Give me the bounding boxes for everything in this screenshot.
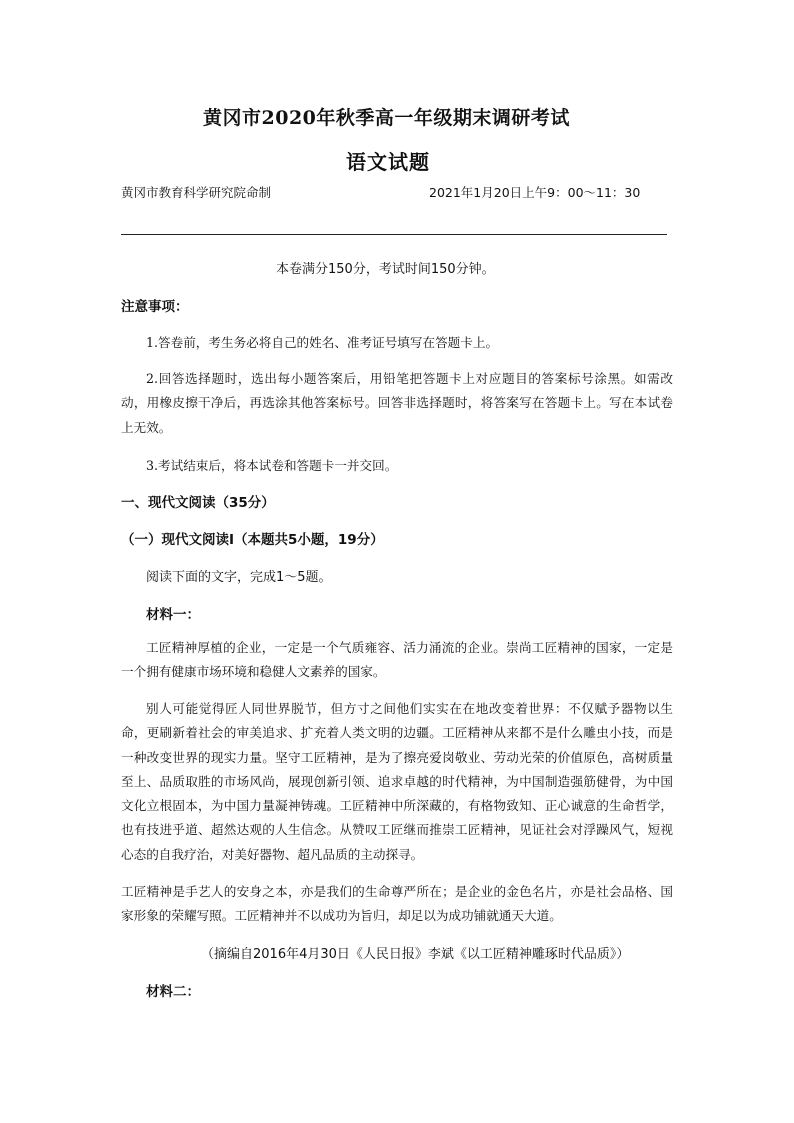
header-divider: [121, 234, 667, 235]
subject-title: 语文试题: [346, 150, 430, 174]
notice-item: 2.回答选择题时，选出每小题答案后，用铅笔把答题卡上对应题目的答案标号涂黑。如需改动，用橡皮擦干净后，再选涂其他答案标号。回答非选择题时，将答案写在答题卡上。写在本试卷上无效。: [121, 371, 673, 435]
issuer-label: 黄冈市教育科学研究院命制: [121, 185, 272, 200]
material-paragraph: 工匠精神是手艺人的安身之本，亦是我们的生命尊严所在；是企业的金色名片，亦是社会品格、国家形象的荣耀写照。工匠精神并不以成功为旨归，却足以为成功铺就通天大道。: [121, 884, 673, 924]
material-paragraph: 别人可能觉得匠人同世界脱节，但方寸之间他们实实在在地改变着世界：不仅赋予器物以生命，更刷新着社会的审美追求、扩充着人类文明的边疆。工匠精神从来都不是什么雕虫小技，而是一种改变世界的现实力量。坚守工匠精神，是为了擦亮爱岗敬业、劳动光荣的价值原色，高树质量至上、品质取胜的市场风尚，展现创新引领、追求卓越的时代精神，为中国制造强筋健骨，为中国文化立根固本，为中国力量凝神铸魂。工匠精神中所深藏的，有格物致知、正心诚意的生命哲学，也有技进乎道、超然达观的人生信念。从赞叹工匠继而推崇工匠精神，见证社会对浮躁风气，短视心态的自我疗治，对美好器物、超凡品质的主动探寻。: [121, 701, 673, 862]
exam-info: 本卷满分150分，考试时间150分钟。: [276, 262, 495, 277]
notice-item: 3.考试结束后，将本试卷和答题卡一并交回。: [146, 458, 398, 473]
material-source: （摘编自2016年4月30日《人民日报》李斌《以工匠精神雕琢时代品质》）: [201, 947, 630, 962]
exam-date-time: 2021年1月20日上午9：00～11：30: [429, 185, 641, 200]
material-label: 材料一：: [146, 607, 200, 623]
material-paragraph: 工匠精神厚植的企业，一定是一个气质雍容、活力涌流的企业。崇尚工匠精神的国家，一定是一个拥有健康市场环境和稳健人文素养的国家。: [121, 640, 673, 680]
notice-heading: 注意事项：: [121, 299, 189, 315]
material-label: 材料二：: [146, 984, 200, 1000]
exam-title: 黄冈市2020年秋季高一年级期末调研考试: [203, 107, 570, 129]
reading-instruction: 阅读下面的文字，完成1～5题。: [146, 570, 332, 585]
subsection-heading: （一）现代文阅读Ⅰ（本题共5小题，19分）: [121, 532, 384, 548]
notice-item: 1.答卷前，考生务必将自己的姓名、准考证号填写在答题卡上。: [146, 335, 499, 350]
section-heading: 一、现代文阅读（35分）: [121, 495, 275, 511]
